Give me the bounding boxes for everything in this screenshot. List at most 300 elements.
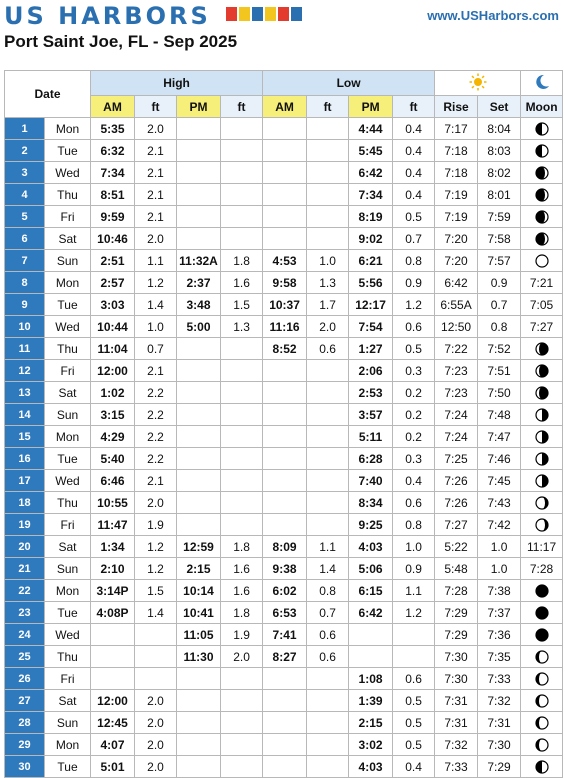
high-pm-ft (221, 448, 263, 470)
high-am-time: 2:57 (91, 272, 135, 294)
moon (521, 690, 563, 712)
table-row (5, 228, 563, 250)
low-am-ft: 0.6 (307, 338, 349, 360)
high-am-ft: 2.0 (135, 756, 177, 778)
moon-full-icon (535, 254, 549, 268)
sunrise: 6:55A (435, 294, 478, 316)
low-pm-time: 9:02 (349, 228, 393, 250)
high-am-time: 2:10 (91, 558, 135, 580)
high-am-ft: 2.1 (135, 140, 177, 162)
table-row (5, 514, 563, 536)
high-pm-time (177, 492, 221, 514)
moon (521, 162, 563, 184)
day-name: Thu (45, 492, 91, 514)
low-am-ft (307, 668, 349, 690)
sunrise: 7:17 (435, 118, 478, 140)
high-pm-time (177, 118, 221, 140)
high-am-ft: 1.4 (135, 602, 177, 624)
high-am-time: 4:29 (91, 426, 135, 448)
low-am-time (263, 404, 307, 426)
sunset: 7:50 (478, 382, 521, 404)
low-pm-time: 5:11 (349, 426, 393, 448)
high-am-time: 3:15 (91, 404, 135, 426)
high-am-time: 7:34 (91, 162, 135, 184)
high-pm-time: 2:15 (177, 558, 221, 580)
day-number: 26 (5, 668, 45, 690)
high-pm-time (177, 206, 221, 228)
high-pm-time: 11:05 (177, 624, 221, 646)
low-pm-ft: 0.4 (393, 140, 435, 162)
low-am-time: 10:37 (263, 294, 307, 316)
low-am-time (263, 690, 307, 712)
high-pm-ft (221, 404, 263, 426)
sunset: 7:51 (478, 360, 521, 382)
day-number: 11 (5, 338, 45, 360)
moon-waning-crescent-icon (535, 738, 549, 752)
day-name: Mon (45, 426, 91, 448)
moon: 7:21 (521, 272, 563, 294)
table-row (5, 448, 563, 470)
high-header: High (91, 71, 263, 96)
moon (521, 756, 563, 778)
low-pm-ft: 1.2 (393, 602, 435, 624)
high-pm-time (177, 734, 221, 756)
high-am-ft: 2.0 (135, 492, 177, 514)
day-name: Tue (45, 294, 91, 316)
low-am-ft (307, 404, 349, 426)
low-pm-time: 2:53 (349, 382, 393, 404)
low-am-header: AM (263, 96, 307, 118)
low-am-ft: 1.3 (307, 272, 349, 294)
high-am-time: 10:46 (91, 228, 135, 250)
table-row (5, 470, 563, 492)
signal-flag (291, 7, 302, 21)
low-am-time: 9:38 (263, 558, 307, 580)
moon (521, 184, 563, 206)
high-am-time: 5:35 (91, 118, 135, 140)
moon (521, 734, 563, 756)
low-pm-header: PM (349, 96, 393, 118)
high-pm-time (177, 514, 221, 536)
high-am-time: 2:51 (91, 250, 135, 272)
low-am-ft (307, 756, 349, 778)
sunrise: 7:30 (435, 668, 478, 690)
sunset: 8:03 (478, 140, 521, 162)
low-pm-time: 4:03 (349, 756, 393, 778)
high-am-ft: 1.9 (135, 514, 177, 536)
moon (521, 338, 563, 360)
moon (521, 140, 563, 162)
high-am-time: 5:01 (91, 756, 135, 778)
low-am-time (263, 118, 307, 140)
table-row (5, 360, 563, 382)
high-am-time: 12:45 (91, 712, 135, 734)
moon-first-quarter-icon (535, 430, 549, 444)
high-am-time: 9:59 (91, 206, 135, 228)
moon-first-quarter-icon (535, 474, 549, 488)
sunset: 7:46 (478, 448, 521, 470)
sunrise: 7:23 (435, 382, 478, 404)
low-am-ft: 0.6 (307, 624, 349, 646)
high-pm-time: 11:30 (177, 646, 221, 668)
low-am-time: 6:02 (263, 580, 307, 602)
high-pm-time (177, 470, 221, 492)
high-pm-ft (221, 492, 263, 514)
low-am-time (263, 382, 307, 404)
day-name: Wed (45, 470, 91, 492)
day-number: 1 (5, 118, 45, 140)
high-am-time (91, 624, 135, 646)
table-row (5, 272, 563, 294)
low-pm-time: 5:45 (349, 140, 393, 162)
low-am-time (263, 162, 307, 184)
high-am-time: 12:00 (91, 360, 135, 382)
table-row (5, 580, 563, 602)
low-pm-ft: 0.6 (393, 668, 435, 690)
low-pm-time: 8:19 (349, 206, 393, 228)
moon-header: Moon (521, 96, 563, 118)
high-pm-ft (221, 228, 263, 250)
sunrise: 5:22 (435, 536, 478, 558)
high-am-ft (135, 668, 177, 690)
high-am-ft: 2.0 (135, 118, 177, 140)
low-pm-ft: 0.4 (393, 470, 435, 492)
table-row (5, 404, 563, 426)
high-am-time: 10:44 (91, 316, 135, 338)
low-pm-time: 1:39 (349, 690, 393, 712)
low-pm-ft: 0.6 (393, 316, 435, 338)
crescent-moon-icon (534, 74, 550, 90)
table-row (5, 668, 563, 690)
day-name: Fri (45, 206, 91, 228)
high-pm-ft-header: ft (221, 96, 263, 118)
sunset: 7:31 (478, 712, 521, 734)
day-name: Wed (45, 162, 91, 184)
sunset: 7:42 (478, 514, 521, 536)
sunrise: 6:42 (435, 272, 478, 294)
low-am-ft: 1.4 (307, 558, 349, 580)
sunrise: 7:29 (435, 624, 478, 646)
rise-header: Rise (435, 96, 478, 118)
low-am-ft: 1.1 (307, 536, 349, 558)
high-pm-ft (221, 712, 263, 734)
day-name: Fri (45, 668, 91, 690)
tide-table (4, 70, 563, 778)
day-number: 20 (5, 536, 45, 558)
high-am-ft: 2.0 (135, 734, 177, 756)
day-name: Tue (45, 448, 91, 470)
day-name: Sat (45, 228, 91, 250)
high-am-time: 11:47 (91, 514, 135, 536)
table-row (5, 690, 563, 712)
day-number: 4 (5, 184, 45, 206)
sunrise: 7:25 (435, 448, 478, 470)
day-number: 23 (5, 602, 45, 624)
moon (521, 382, 563, 404)
sunset: 7:58 (478, 228, 521, 250)
moon-waning-gibbous-icon (535, 188, 549, 202)
date-header: Date (5, 71, 91, 118)
sunset: 8:01 (478, 184, 521, 206)
low-pm-ft: 0.3 (393, 360, 435, 382)
high-am-ft: 2.1 (135, 206, 177, 228)
moon (521, 206, 563, 228)
day-name: Sat (45, 536, 91, 558)
sunrise: 12:50 (435, 316, 478, 338)
day-name: Thu (45, 184, 91, 206)
day-number: 3 (5, 162, 45, 184)
low-am-ft: 1.7 (307, 294, 349, 316)
low-pm-ft: 0.5 (393, 712, 435, 734)
high-am-time: 4:07 (91, 734, 135, 756)
low-am-ft: 2.0 (307, 316, 349, 338)
low-am-time (263, 756, 307, 778)
high-pm-ft (221, 734, 263, 756)
low-pm-time: 12:17 (349, 294, 393, 316)
low-am-ft (307, 712, 349, 734)
high-pm-time (177, 668, 221, 690)
moon (521, 624, 563, 646)
high-pm-time: 2:37 (177, 272, 221, 294)
low-pm-time: 5:56 (349, 272, 393, 294)
day-name: Mon (45, 580, 91, 602)
low-pm-ft: 0.9 (393, 558, 435, 580)
sunset: 7:30 (478, 734, 521, 756)
high-am-ft: 2.0 (135, 712, 177, 734)
moon (521, 404, 563, 426)
moon (521, 668, 563, 690)
high-am-ft: 2.2 (135, 382, 177, 404)
sunrise: 7:31 (435, 712, 478, 734)
table-row (5, 382, 563, 404)
high-pm-time: 10:14 (177, 580, 221, 602)
moon-waxing-crescent-icon (535, 496, 549, 510)
high-pm-ft: 1.8 (221, 536, 263, 558)
high-am-time: 1:34 (91, 536, 135, 558)
high-am-ft (135, 646, 177, 668)
sunset: 7:33 (478, 668, 521, 690)
low-pm-time: 3:57 (349, 404, 393, 426)
low-pm-time: 2:15 (349, 712, 393, 734)
day-name: Tue (45, 140, 91, 162)
high-pm-ft (221, 470, 263, 492)
high-am-time: 4:08P (91, 602, 135, 624)
table-row (5, 536, 563, 558)
sunrise: 7:27 (435, 514, 478, 536)
low-pm-time: 6:42 (349, 162, 393, 184)
low-pm-ft-header: ft (393, 96, 435, 118)
low-pm-ft: 0.5 (393, 690, 435, 712)
high-pm-ft: 1.9 (221, 624, 263, 646)
brand-logo (4, 2, 302, 30)
sunrise: 7:31 (435, 690, 478, 712)
day-name: Wed (45, 316, 91, 338)
low-am-ft: 1.0 (307, 250, 349, 272)
day-name: Thu (45, 646, 91, 668)
high-am-ft: 1.0 (135, 316, 177, 338)
low-am-ft (307, 426, 349, 448)
high-pm-time: 10:41 (177, 602, 221, 624)
sunrise: 7:26 (435, 492, 478, 514)
moon-waning-crescent-icon (535, 716, 549, 730)
signal-flag (265, 7, 276, 21)
table-row (5, 162, 563, 184)
high-am-ft: 2.1 (135, 470, 177, 492)
table-row (5, 756, 563, 778)
low-pm-time: 7:34 (349, 184, 393, 206)
day-name: Sat (45, 382, 91, 404)
day-name: Fri (45, 514, 91, 536)
high-am-ft: 2.1 (135, 184, 177, 206)
sunset: 7:57 (478, 250, 521, 272)
low-pm-time: 7:54 (349, 316, 393, 338)
day-name: Sun (45, 250, 91, 272)
sunrise: 7:22 (435, 338, 478, 360)
sunset: 7:52 (478, 338, 521, 360)
moon-new-icon (535, 606, 549, 620)
low-am-ft (307, 448, 349, 470)
sunset: 7:48 (478, 404, 521, 426)
sunset: 7:32 (478, 690, 521, 712)
high-pm-ft (221, 184, 263, 206)
day-number: 5 (5, 206, 45, 228)
low-pm-time: 6:15 (349, 580, 393, 602)
sunrise: 7:18 (435, 162, 478, 184)
sunrise: 7:28 (435, 580, 478, 602)
table-row (5, 118, 563, 140)
low-pm-ft: 0.3 (393, 448, 435, 470)
day-number: 27 (5, 690, 45, 712)
high-am-ft (135, 624, 177, 646)
low-am-time (263, 426, 307, 448)
moon-first-quarter-icon (535, 408, 549, 422)
day-number: 14 (5, 404, 45, 426)
day-number: 7 (5, 250, 45, 272)
high-am-time (91, 668, 135, 690)
low-pm-time: 9:25 (349, 514, 393, 536)
low-pm-time: 8:34 (349, 492, 393, 514)
sunset: 7:29 (478, 756, 521, 778)
table-row (5, 624, 563, 646)
day-name: Sun (45, 404, 91, 426)
high-pm-ft (221, 360, 263, 382)
day-number: 21 (5, 558, 45, 580)
sunrise: 7:30 (435, 646, 478, 668)
day-name: Mon (45, 734, 91, 756)
low-pm-ft: 1.0 (393, 536, 435, 558)
high-am-ft: 1.1 (135, 250, 177, 272)
high-am-ft: 1.2 (135, 558, 177, 580)
table-row (5, 206, 563, 228)
day-number: 30 (5, 756, 45, 778)
sunset: 1.0 (478, 536, 521, 558)
high-am-time: 10:55 (91, 492, 135, 514)
sunrise: 7:33 (435, 756, 478, 778)
website-link[interactable]: www.USHarbors.com (427, 8, 559, 23)
day-number: 8 (5, 272, 45, 294)
high-am-ft: 1.4 (135, 294, 177, 316)
table-row (5, 316, 563, 338)
low-pm-ft: 0.4 (393, 184, 435, 206)
high-am-time: 6:46 (91, 470, 135, 492)
low-am-ft (307, 470, 349, 492)
low-pm-ft: 0.6 (393, 492, 435, 514)
sunrise: 7:18 (435, 140, 478, 162)
table-row (5, 602, 563, 624)
low-header: Low (263, 71, 435, 96)
high-pm-ft (221, 690, 263, 712)
moon-first-quarter-icon (535, 452, 549, 466)
high-am-ft: 1.2 (135, 536, 177, 558)
moon-waxing-gibbous-icon (535, 364, 549, 378)
day-number: 29 (5, 734, 45, 756)
low-am-time: 8:52 (263, 338, 307, 360)
high-am-time (91, 646, 135, 668)
day-number: 17 (5, 470, 45, 492)
high-pm-ft (221, 162, 263, 184)
table-row (5, 492, 563, 514)
low-am-ft (307, 382, 349, 404)
brand-name: US HARBORS (4, 2, 211, 30)
low-pm-time: 4:03 (349, 536, 393, 558)
low-am-time: 11:16 (263, 316, 307, 338)
high-am-time: 1:02 (91, 382, 135, 404)
moon: 11:17 (521, 536, 563, 558)
high-am-time: 5:40 (91, 448, 135, 470)
low-pm-time: 3:02 (349, 734, 393, 756)
high-am-ft-header: ft (135, 96, 177, 118)
day-name: Tue (45, 756, 91, 778)
moon (521, 470, 563, 492)
high-pm-time (177, 228, 221, 250)
day-name: Mon (45, 118, 91, 140)
low-am-ft (307, 162, 349, 184)
high-pm-ft: 1.5 (221, 294, 263, 316)
high-am-ft: 2.0 (135, 690, 177, 712)
table-row (5, 184, 563, 206)
sunset: 7:59 (478, 206, 521, 228)
high-pm-time (177, 162, 221, 184)
table-row (5, 712, 563, 734)
high-pm-time: 11:32A (177, 250, 221, 272)
low-pm-time: 6:42 (349, 602, 393, 624)
moon: 7:28 (521, 558, 563, 580)
low-am-time: 8:09 (263, 536, 307, 558)
high-pm-time (177, 404, 221, 426)
day-name: Tue (45, 602, 91, 624)
table-row (5, 250, 563, 272)
low-pm-time: 2:06 (349, 360, 393, 382)
high-pm-ft: 1.3 (221, 316, 263, 338)
moon-last-quarter-icon (535, 122, 549, 136)
high-pm-time (177, 140, 221, 162)
table-row (5, 338, 563, 360)
moon: 7:27 (521, 316, 563, 338)
low-am-time (263, 712, 307, 734)
sunrise: 7:24 (435, 426, 478, 448)
low-am-ft (307, 206, 349, 228)
high-pm-time: 3:48 (177, 294, 221, 316)
day-name: Thu (45, 338, 91, 360)
page-header (0, 0, 565, 62)
moon (521, 580, 563, 602)
moon-waning-crescent-icon (535, 694, 549, 708)
day-number: 16 (5, 448, 45, 470)
moon-new-icon (535, 584, 549, 598)
low-am-ft (307, 690, 349, 712)
high-am-time: 11:04 (91, 338, 135, 360)
low-pm-ft: 0.4 (393, 118, 435, 140)
